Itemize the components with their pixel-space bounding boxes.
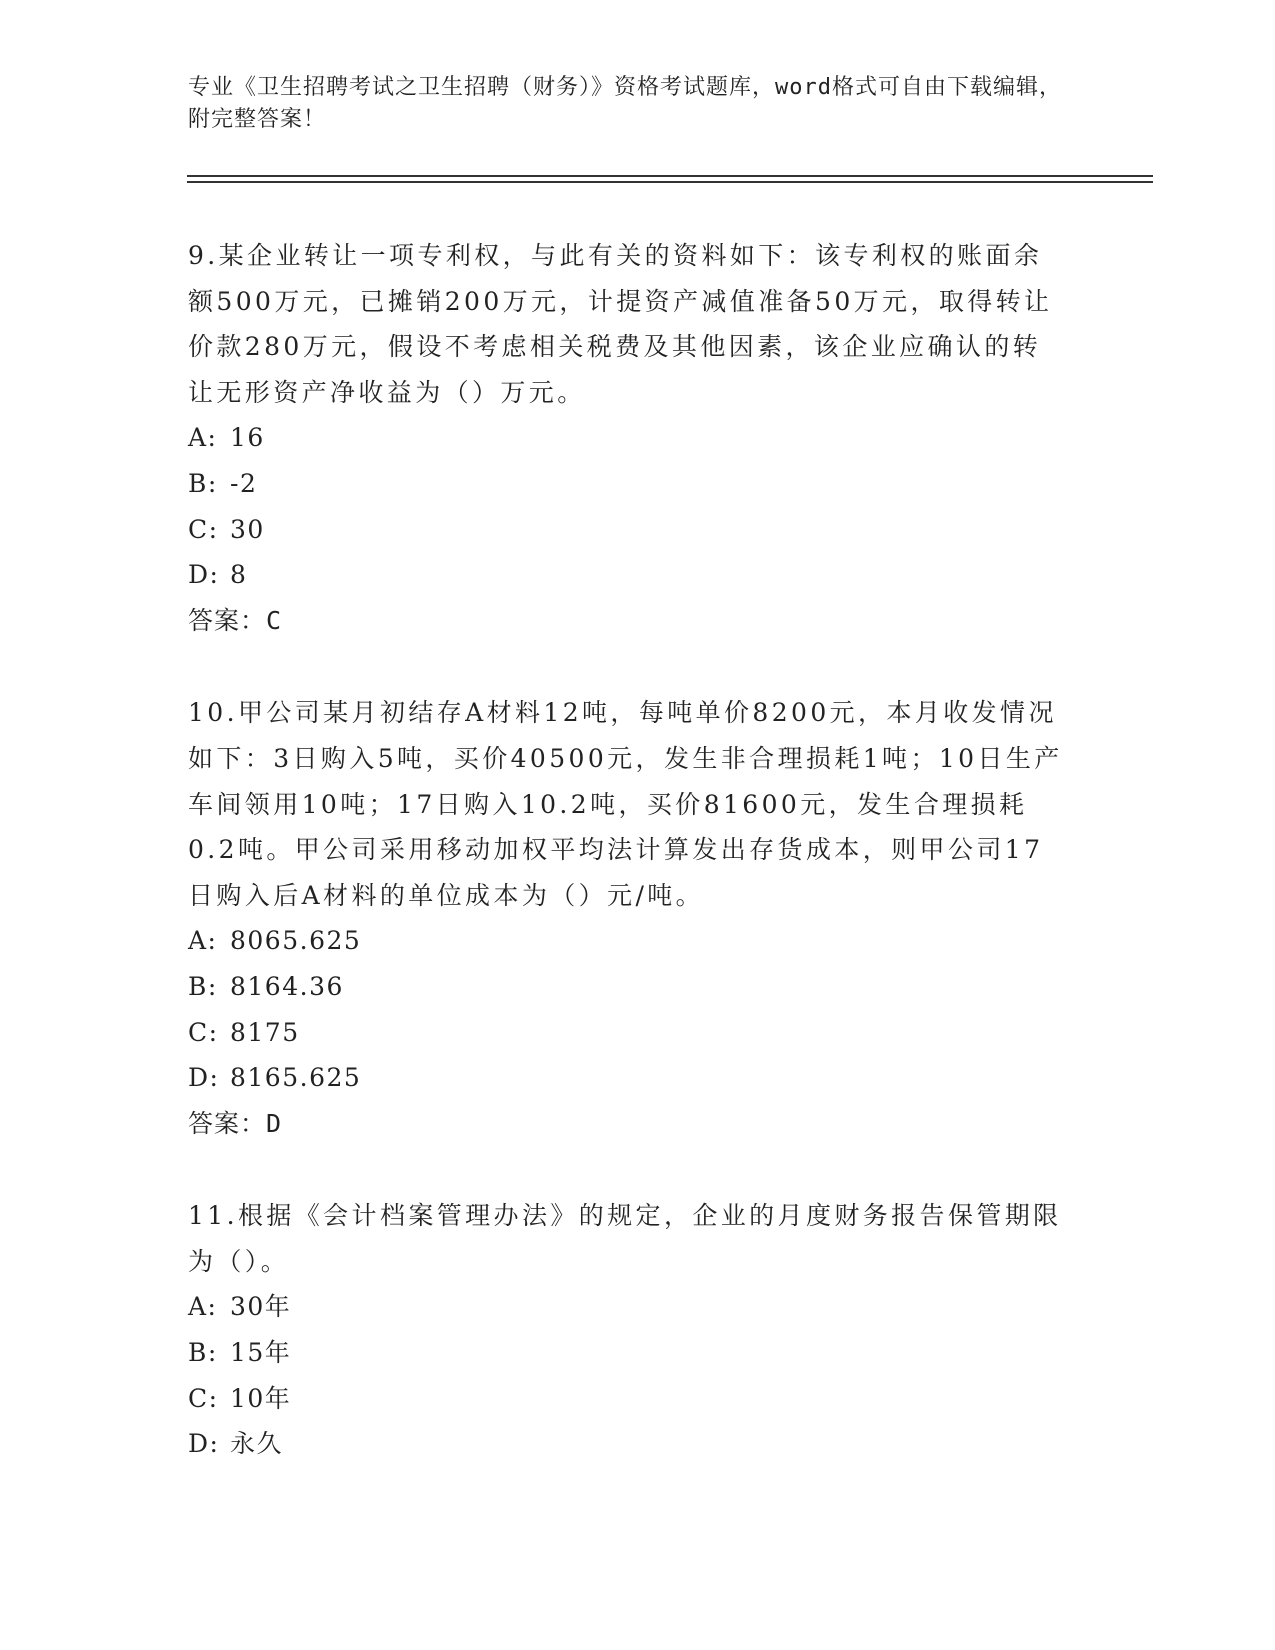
option-text: 8175 <box>230 1017 300 1047</box>
question-stem: 10.甲公司某月初结存A材料12吨，每吨单价8200元，本月收发情况如下：3日购入5吨，买价40500元，发生非合理损耗1吨；10日生产车间领用10吨；17日购入10.2吨，买价81600元，发生合理损耗0.2吨。甲公司采用移动加权平均法计算发出存货成本，则甲公司17日购入后A材料的单位成本为（）元/吨。 <box>188 698 1063 910</box>
option-text: 10年 <box>230 1383 292 1413</box>
option-letter: B: <box>188 1338 218 1368</box>
option-letter: D: <box>188 1063 220 1093</box>
option-d <box>188 1421 1068 1467</box>
option-text: -2 <box>230 468 258 498</box>
option-b <box>188 1330 1068 1376</box>
question-stem: 9.某企业转让一项专利权，与此有关的资料如下：该专利权的账面余额500万元，已摊销200万元，计提资产减值准备50万元，取得转让价款280万元，假设不考虑相关税费及其他因素，该企业应确认的转让无形资产净收益为（）万元。 <box>188 241 1053 407</box>
option-letter: C: <box>188 1383 219 1413</box>
option-d <box>188 552 1068 598</box>
option-text: 8164.36 <box>230 971 344 1001</box>
question-10 <box>188 690 1068 1146</box>
question-9 <box>188 233 1068 643</box>
option-letter: C: <box>188 1017 219 1047</box>
option-text: 永久 <box>230 1429 284 1459</box>
option-text: 8065.625 <box>230 926 362 956</box>
option-d <box>188 1055 1068 1101</box>
option-c <box>188 1376 1068 1422</box>
option-letter: B: <box>188 468 218 498</box>
option-b <box>188 964 1068 1010</box>
option-letter: A: <box>188 926 218 956</box>
header-divider-bottom <box>187 181 1153 183</box>
option-letter: A: <box>188 1292 218 1322</box>
answer-line: 答案：D <box>188 1108 283 1138</box>
option-text: 15年 <box>230 1338 292 1368</box>
option-text: 8 <box>230 560 248 590</box>
option-text: 30年 <box>230 1292 292 1322</box>
option-letter: A: <box>188 423 218 453</box>
option-b <box>188 461 1068 507</box>
option-letter: D: <box>188 1429 220 1459</box>
header-divider-top <box>187 175 1153 177</box>
document-header: 专业《卫生招聘考试之卫生招聘（财务）》资格考试题库，word格式可自由下载编辑，附完整答案！ <box>188 75 1062 132</box>
option-text: 8165.625 <box>230 1063 362 1093</box>
question-11 <box>188 1193 1068 1467</box>
option-text: 16 <box>230 423 265 453</box>
option-a <box>188 1284 1068 1330</box>
option-letter: B: <box>188 971 218 1001</box>
question-stem: 11.根据《会计档案管理办法》的规定，企业的月度财务报告保管期限为（）。 <box>188 1201 1062 1276</box>
option-letter: C: <box>188 514 219 544</box>
option-c <box>188 1010 1068 1056</box>
option-text: 30 <box>230 514 265 544</box>
option-a <box>188 415 1068 461</box>
answer-line: 答案：C <box>188 605 283 635</box>
option-a <box>188 918 1068 964</box>
option-c <box>188 507 1068 553</box>
option-letter: D: <box>188 560 220 590</box>
question-list <box>188 233 1068 1514</box>
